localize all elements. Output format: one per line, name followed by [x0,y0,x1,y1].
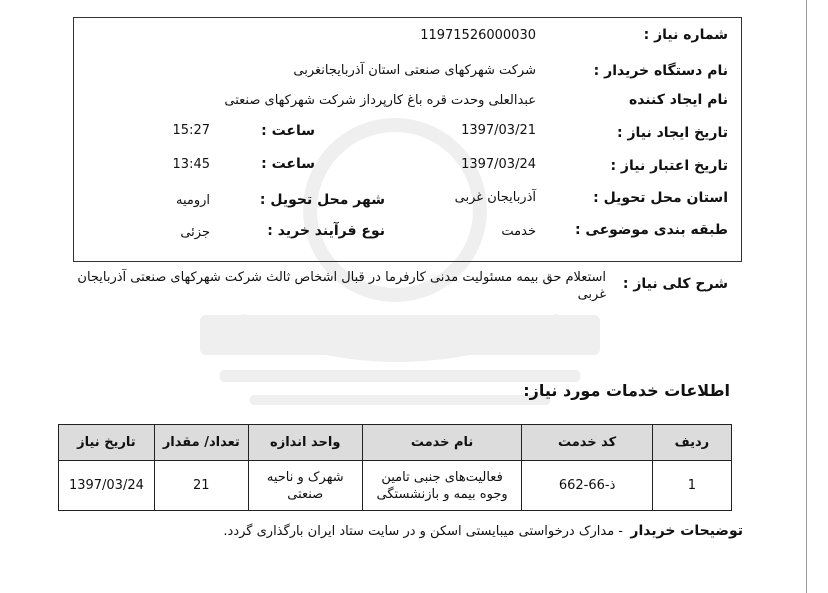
validity-time-value: 13:45 [172,157,210,172]
cell-need-date: 1397/03/24 [59,461,155,511]
validity-time-label: ساعت : [261,156,315,172]
buyer-org-value: شرکت شهرکهای صنعتی استان آذربایجانغربی [293,63,536,78]
services-table-header [59,425,732,461]
cell-unit: شهرک و ناحیه صنعتی [248,461,362,511]
table-row [59,461,732,511]
process-type-value: جزئی [180,225,210,240]
buyer-notes-label: توضیحات خریدار [630,523,743,539]
services-section-title: اطلاعات خدمات مورد نیاز: [523,381,730,400]
validity-date-label: تاریخ اعتبار نیاز : [610,158,728,174]
buyer-notes-value: - مدارک درخواستی میبایستی اسکن و در سایت ستاد ایران بارگذاری گردد. [223,524,623,539]
column-header-name: نام خدمت [362,425,522,461]
right-edge-rule [806,0,807,593]
cell-row-number: 1 [652,461,731,511]
need-number-label: شماره نیاز : [643,27,728,43]
delivery-province-value: آذربایجان غربی [454,190,536,205]
description-value: استعلام حق بیمه مسئولیت مدنی کارفرما در قبال اشخاص ثالث شرکت شهرکهای صنعتی آذربایجان غربی [77,270,606,302]
column-header-row: ردیف [652,425,731,461]
creator-label: نام ایجاد کننده [628,92,728,108]
delivery-province-label: استان محل تحویل : [593,190,728,206]
description-label: شرح کلی نیاز : [622,276,728,292]
cell-service-code: ذ-66-662 [522,461,652,511]
cell-quantity: 21 [154,461,248,511]
column-header-code: کد خدمت [522,425,652,461]
created-date-value: 1397/03/21 [461,123,536,138]
buyer-org-label: نام دستگاه خریدار : [593,63,728,79]
created-time-value: 15:27 [172,123,210,138]
services-table [58,424,732,511]
process-type-label: نوع فرآیند خرید : [267,223,385,239]
creator-value: عبدالعلی وحدت قره باغ کارپرداز شرکت شهرکهای صنعتی [224,93,536,108]
need-number-value: 11971526000030 [420,28,536,43]
delivery-city-label: شهر محل تحویل : [259,192,385,208]
delivery-city-value: ارومیه [175,193,210,208]
created-date-label: تاریخ ایجاد نیاز : [616,125,728,141]
column-header-unit: واحد اندازه [248,425,362,461]
category-label: طبقه بندی موضوعی : [574,222,728,238]
column-header-date: تاریخ نیاز [59,425,155,461]
cell-service-name: فعالیت‌های جنبی تامین وجوه بیمه و بازنشستگی [362,461,522,511]
column-header-quantity: تعداد/ مقدار [154,425,248,461]
category-value: خدمت [501,224,536,239]
validity-date-value: 1397/03/24 [461,157,536,172]
created-time-label: ساعت : [261,123,315,139]
